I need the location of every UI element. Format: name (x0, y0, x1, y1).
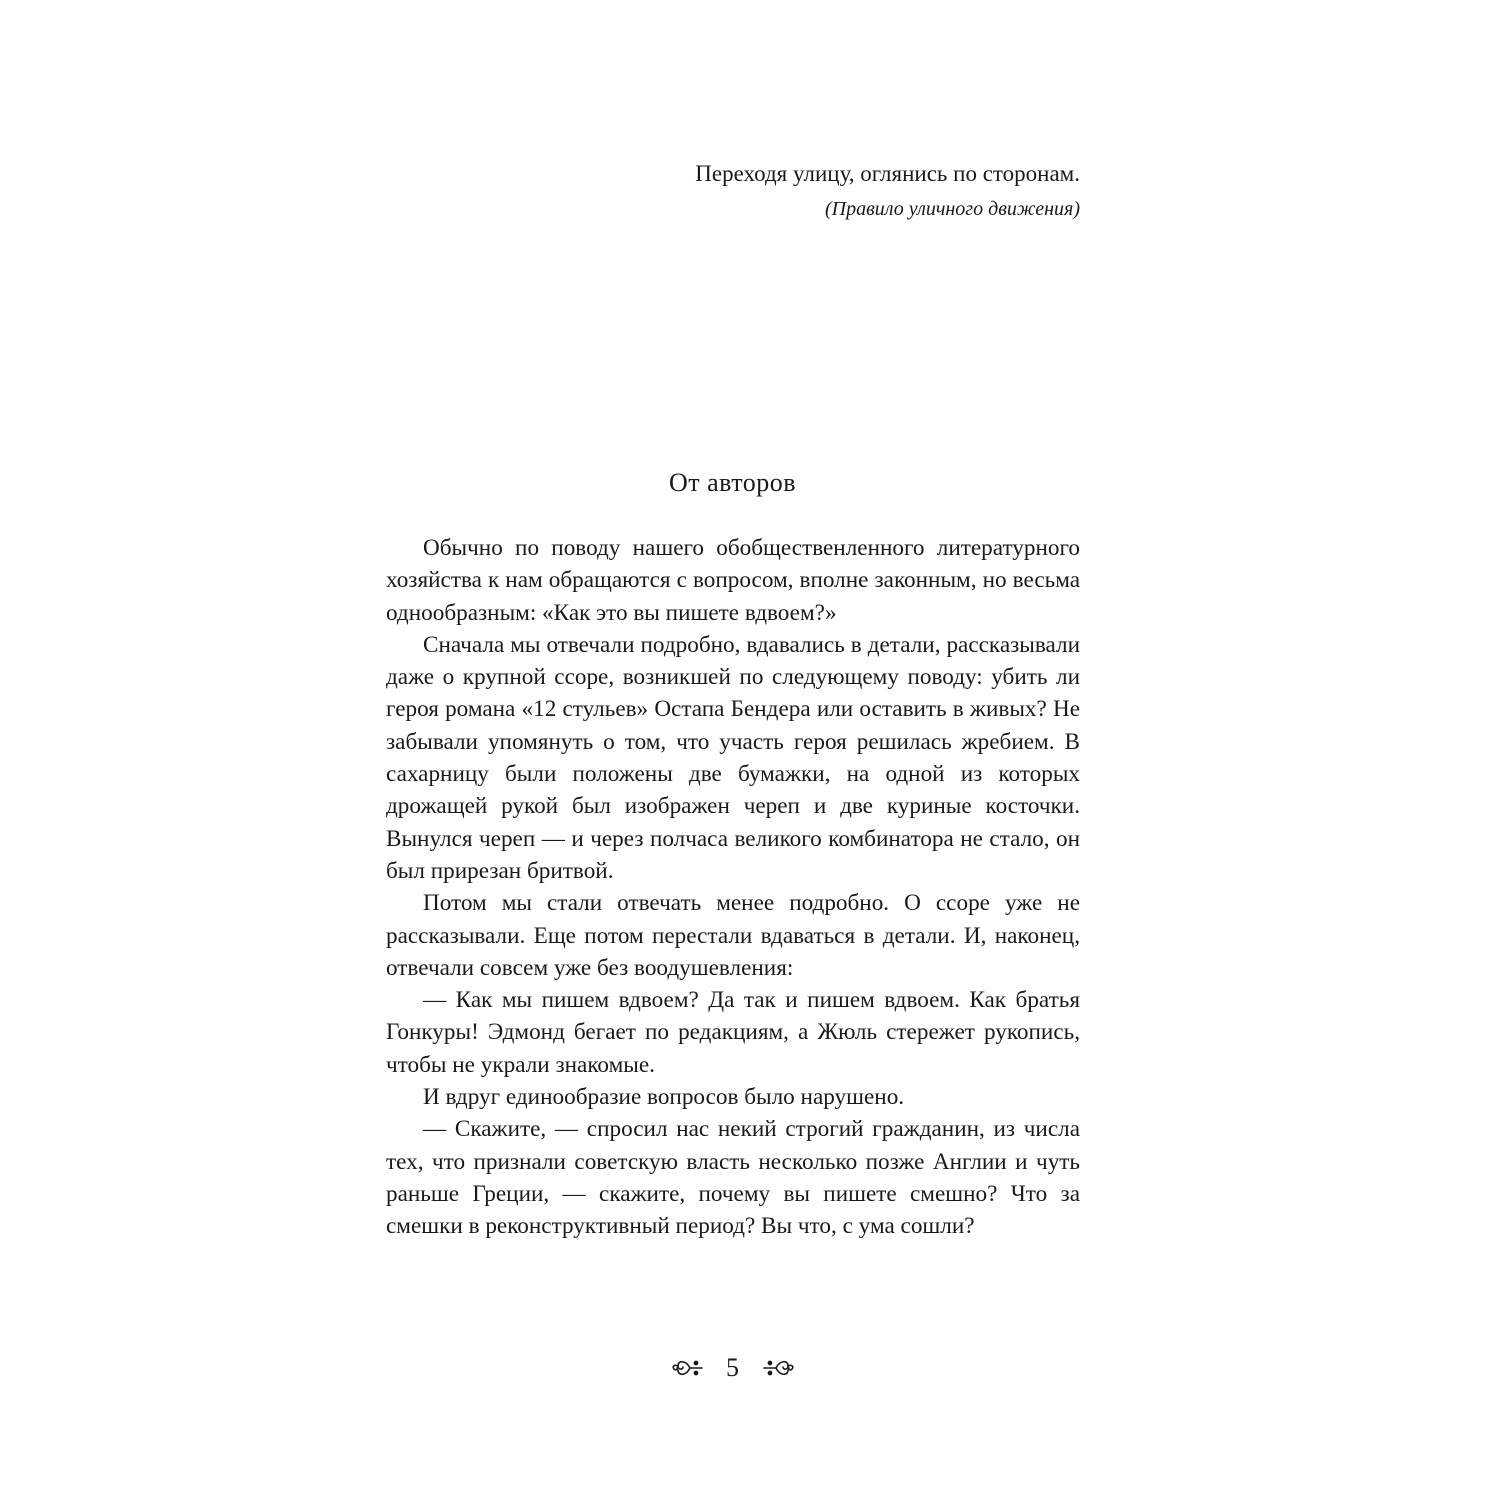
fleuron-right-icon (762, 1356, 796, 1380)
paragraph: — Как мы пишем вдвоем? Да так и пишем вдвоем. Как братья Гонкуры! Эдмонд бегает по редакциям, а Жюль стережет рукопись, чтобы не украли знакомые. (386, 987, 1080, 1078)
epigraph-source: (Правило уличного движения) (825, 198, 1080, 220)
epigraph (560, 158, 1080, 224)
page-number: 5 (726, 1353, 739, 1383)
body-text (386, 532, 1080, 1243)
paragraph: Обычно по поводу нашего обобщественленного литературного хозяйства к нам обращаются с вопросом, вполне законным, но весьма однообразным: «Как это вы пишете вдвоем?» (386, 535, 1080, 626)
paragraph: — Скажите, — спросил нас некий строгий гражданин, из числа тех, что признали советскую власть несколько позже Англии и чуть раньше Греции, — скажите, почему вы пишете смешно? Что за смешки в реконструктивный период? Вы что, с ума сошли? (386, 1116, 1080, 1240)
paragraph: И вдруг единообразие вопросов было нарушено. (423, 1084, 905, 1111)
paragraph: Сначала мы отвечали подробно, вдавались в детали, рассказывали даже о крупной ссоре, возникшей по следующему поводу: убить ли героя романа «12 стульев» Остапа Бендера или оставить в живых? Не забывали упомянуть о том, что участь героя решилась жребием. В сахарницу были положены две бумажки, на одной из которых дрожащей рукой был изображен череп и две куриные косточки. Вынулся череп — и через полчаса великого комбинатора не стало, он был прирезан бритвой. (386, 631, 1080, 884)
epigraph-text: Переходя улицу, оглянись по сторонам. (695, 161, 1080, 186)
paragraph: Потом мы стали отвечать менее подробно. О ссоре уже не рассказывали. Еще потом перестали вдаваться в детали. И, наконец, отвечали совсем уже без воодушевления: (386, 890, 1080, 981)
chapter-title: От авторов (668, 468, 797, 497)
fleuron-left-icon (670, 1356, 704, 1380)
page-footer (0, 1349, 1465, 1385)
